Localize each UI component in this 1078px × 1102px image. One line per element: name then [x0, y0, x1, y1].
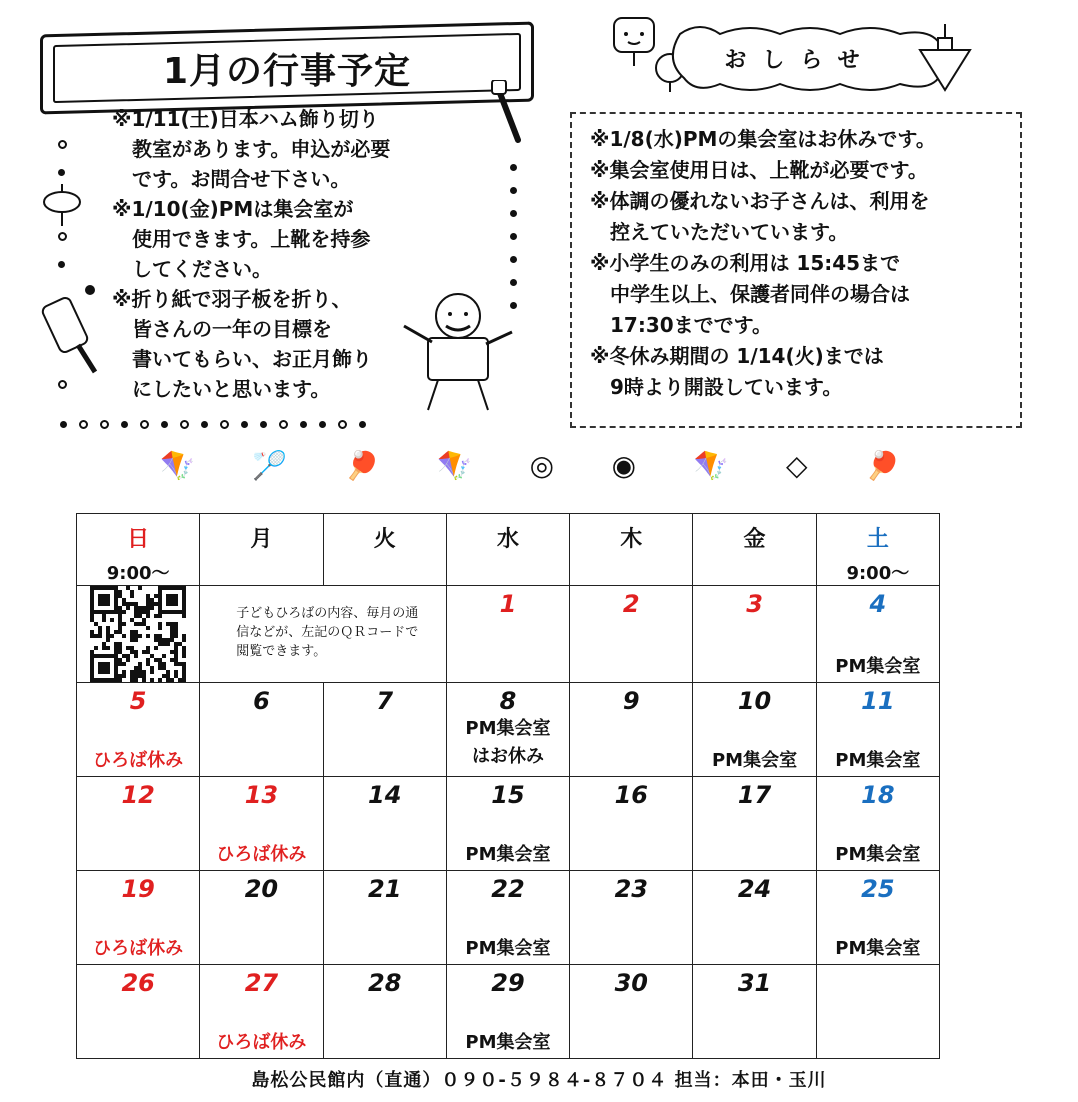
calendar-day-cell: [570, 683, 693, 777]
calendar-day-cell: [77, 965, 200, 1059]
day-number: 17: [737, 781, 772, 809]
calendar-week-row: [77, 965, 940, 1059]
day-number: 3: [746, 590, 763, 618]
day-number: 14: [368, 781, 402, 809]
calendar-day-cell: [323, 871, 446, 965]
spinning-top-icon-3: ◎: [529, 448, 555, 482]
calendar-day-cell: [693, 777, 816, 871]
calendar-day-cell: [816, 777, 939, 871]
new-year-decoration-strip: [160, 440, 900, 490]
weekday-fri: 金: [693, 514, 816, 586]
event-line: 皆さんの一年の目標を: [112, 317, 332, 341]
calendar-day-cell: [816, 965, 939, 1059]
day-note: ひろば休み: [216, 1032, 307, 1053]
calendar-day-cell: [77, 683, 200, 777]
hagoita-paddle-icon: [40, 280, 110, 380]
calendar-week-row: [77, 871, 940, 965]
calendar-day-cell: [446, 871, 569, 965]
calendar-day-cell: [323, 683, 446, 777]
notice-line: 控えていただいています。: [590, 220, 849, 244]
weekday-sun: 日 9:00～: [77, 514, 200, 586]
day-note: PM集会室: [835, 844, 921, 865]
calendar-day-cell: [693, 871, 816, 965]
kite-icon-3: 🪁: [693, 448, 729, 482]
day-number: 30: [614, 969, 648, 997]
weekday-mon: 月: [200, 514, 323, 586]
day-number: 16: [614, 781, 648, 809]
day-note-2: はお休み: [471, 746, 544, 767]
event-line: にしたいと思います。: [112, 377, 331, 401]
day-number: 10: [737, 687, 772, 715]
weekday-sat: 土 9:00～: [816, 514, 939, 586]
day-number: 24: [737, 875, 772, 903]
calendar-day-cell: [446, 586, 569, 683]
day-number: 7: [376, 687, 394, 715]
qr-note: 子どもひろばの内容、毎月の通信などが、左記のＱＲコードで閲覧できます。: [236, 606, 419, 659]
day-number: 8: [499, 687, 517, 715]
hagoita-icon-2: 🏓: [344, 448, 380, 482]
calendar-day-cell: [570, 965, 693, 1059]
kite-icon: 🪁: [160, 448, 195, 482]
day-number: 2: [622, 590, 640, 618]
hagoita-icon-3: 🏓: [865, 448, 900, 482]
event-line: ※1/11(土)日本ハム飾り切り: [112, 107, 379, 131]
calendar-day-cell: [693, 586, 816, 683]
day-number: 27: [244, 969, 279, 997]
calendar-day-cell: [200, 871, 323, 965]
day-number: 29: [491, 969, 525, 997]
day-number: 25: [861, 875, 895, 903]
day-number: 1: [499, 590, 517, 618]
hagoita-icon: 🏸: [252, 448, 288, 482]
calendar-day-cell: [816, 586, 939, 683]
notice-line: ※1/8(水)PMの集会室はお休みです。: [590, 127, 936, 151]
notice-line: 中学生以上、保護者同伴の場合は: [590, 282, 910, 306]
calendar-day-cell: [323, 965, 446, 1059]
notice-line: ※冬休み期間の 1/14(火)までは: [590, 344, 884, 368]
day-number: 6: [253, 687, 270, 715]
event-line: です。お問合せ下さい。: [112, 167, 351, 191]
calendar-day-cell: [570, 586, 693, 683]
calendar-day-cell: [693, 965, 816, 1059]
day-note: PM集会室: [465, 718, 551, 739]
qr-code-cell: [77, 586, 200, 683]
weekday-thu: 木: [570, 514, 693, 586]
event-line: 書いてもらい、お正月飾り: [112, 347, 372, 371]
day-note: PM集会室: [465, 1032, 551, 1053]
spinning-top-icon-2: [910, 20, 980, 100]
january-calendar: [76, 513, 940, 1059]
notice-line: ※体調の優れないお子さんは、利用を: [590, 189, 930, 213]
day-note: PM集会室: [465, 844, 551, 865]
day-number: 15: [491, 781, 525, 809]
day-note: ひろば休み: [216, 844, 307, 865]
day-number: 23: [614, 875, 648, 903]
notice-line: 9時より開設しています。: [590, 375, 843, 399]
kite-icon-2: 🪁: [437, 448, 473, 482]
weekday-tue: 火: [323, 514, 446, 586]
sun-hours: 9:00～: [106, 563, 170, 584]
day-note: PM集会室: [711, 750, 798, 771]
calendar-day-cell: [446, 965, 569, 1059]
day-number: 19: [121, 875, 155, 903]
notices-list: [570, 112, 1022, 428]
calendar-day-cell: [77, 871, 200, 965]
calendar-day-cell: [77, 777, 200, 871]
events-title: 1月の行事予定: [162, 50, 412, 92]
calendar-day-cell: [200, 777, 323, 871]
day-note: ひろば休み: [93, 750, 184, 771]
calendar-day-cell: [816, 871, 939, 965]
day-number: 22: [491, 875, 525, 903]
calendar-day-cell: [200, 965, 323, 1059]
day-note: PM集会室: [835, 656, 921, 677]
day-number: 4: [869, 590, 887, 618]
kite-figure-icon: [398, 286, 516, 416]
day-note: PM集会室: [835, 750, 921, 771]
calendar-week-row: [77, 586, 940, 683]
day-number: 21: [368, 875, 402, 903]
day-note: ひろば休み: [93, 938, 184, 959]
day-number: 13: [244, 781, 279, 809]
notice-line: ※集会室使用日は、上靴が必要です。: [590, 158, 928, 182]
day-note: PM集会室: [835, 938, 921, 959]
footer-contact: 島松公民館内（直通）０９０-５９８４-８７０４ 担当：本田・玉川: [251, 1070, 827, 1091]
calendar-day-cell: [816, 683, 939, 777]
event-line: 教室があります。申込が必要: [112, 137, 391, 161]
spinning-top-icon: [40, 180, 84, 230]
day-number: 11: [861, 687, 895, 715]
day-number: 9: [622, 687, 640, 715]
day-number: 5: [129, 687, 147, 715]
day-number: 18: [861, 781, 895, 809]
weekday-wed: 水: [446, 514, 569, 586]
qr-code-image[interactable]: [90, 586, 186, 682]
day-number: 20: [244, 875, 279, 903]
calendar-day-cell: [323, 777, 446, 871]
notice-line: 17:30までです。: [590, 313, 773, 337]
day-number: 26: [121, 969, 155, 997]
calendar-week-row: [77, 777, 940, 871]
calendar-day-cell: [200, 683, 323, 777]
calendar-day-cell: [200, 586, 447, 683]
calendar-day-cell: [570, 871, 693, 965]
event-line: ※折り紙で羽子板を折り、: [112, 287, 352, 311]
notice-title: おしらせ: [724, 47, 876, 73]
calendar-day-cell: [446, 683, 569, 777]
left-dots-decoration-2: [58, 232, 68, 268]
spinning-top-icon-4: ◉: [611, 448, 637, 482]
sat-hours: 9:00～: [846, 563, 910, 584]
day-number: 31: [737, 969, 772, 997]
day-number: 12: [121, 781, 155, 809]
event-line: ※1/10(金)PMは集会室が: [112, 197, 354, 221]
bottom-dots-decoration: [60, 420, 380, 429]
calendar-week-row: [77, 683, 940, 777]
left-dots-decoration-3: [58, 380, 68, 389]
calendar-day-cell: [693, 683, 816, 777]
event-line: 使用できます。上靴を持参: [112, 227, 371, 251]
calendar-day-cell: [446, 777, 569, 871]
notice-line: ※小学生のみの利用は 15:45まで: [590, 251, 901, 275]
day-note: PM集会室: [465, 938, 551, 959]
day-number: 28: [368, 969, 402, 997]
kite-diamond-icon: ◇: [785, 448, 808, 482]
event-line: してください。: [112, 257, 272, 281]
calendar-day-cell: [570, 777, 693, 871]
